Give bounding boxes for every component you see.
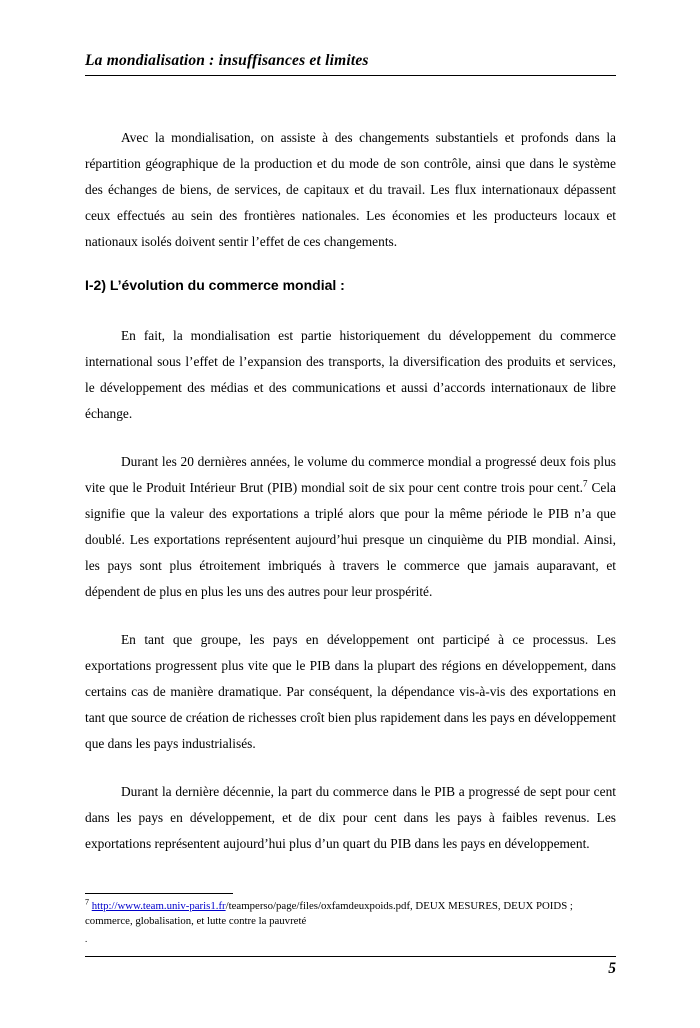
paragraph-developing-countries: En tant que groupe, les pays en développement ont participé à ce processus. Les exportations progressent plus vite que le PIB dans la plupart des régions en développement, dans certains cas de manière dramatique. Par conséquent, la dépendance vis-à-vis des exportations en tant que source de création de richesses croît bien plus rapidement dans les pays en développement que dans les pays industrialisés. [85,632,616,751]
footnote-reference-7: 7 [582,478,588,489]
paragraph-20-years [85,449,616,605]
paragraph-intro: Avec la mondialisation, on assiste à des changements substantiels et profonds dans la répartition géographique de la production et du mode de son contrôle, ainsi que dans le système des échanges de biens, de services, de capitaux et du travail. Les flux internationaux dépassent ceux effectués au sein des frontières nationales. Les économies et les producteurs locaux et nationaux isolés doivent sentir l’effet de ces changements. [85,130,616,249]
footnote [85,899,616,929]
document-body [85,125,616,857]
footnote-separator [85,893,233,894]
page-number: 5 [608,960,616,977]
footnote-stray-dot: . [85,934,88,944]
document-header [85,52,616,76]
section-heading: I-2) L’évolution du commerce mondial : [85,277,345,293]
footnote-marker: 7 [85,897,89,907]
paragraph-20-years-text: Durant les 20 dernières années, le volume du commerce mondial a progressé deux fois plus vite que le Produit Intérieur Brut (PIB) mondial soit de six pour cent contre trois pour cent. [85,454,616,495]
page-bottom [85,893,616,978]
footnote-hyperlink[interactable]: http://www.team.univ-paris1.fr [91,900,226,912]
footer-separator [85,956,616,957]
paragraph-20-years-text-cont: Cela signifie que la valeur des exportations a triplé alors que pour la même période le PIB n’a que doublé. Les exportations représentent aujourd’hui presque un cinquième du PIB mondial. Ainsi, les pays sont plus étroitement imbriqués à travers le commerce que jamais auparavant, et dépendent de plus en plus les uns des autres pour leur prospérité. [85,480,616,599]
footnote-text: /teamperso/page/files/oxfamdeuxpoids.pdf, DEUX MESURES, DEUX POIDS ; commerce, globalisation, et lutte contre la pauvreté [85,900,573,927]
paragraph-last-decade: Durant la dernière décennie, la part du commerce dans le PIB a progressé de sept pour cent dans les pays en développement, et de dix pour cent dans les pays à faibles revenus. Les exportations représentent aujourd’hui plus d’un quart du PIB dans les pays en développement. [85,784,616,851]
document-title: La mondialisation : insuffisances et limites [85,52,369,69]
paragraph-commerce-origin: En fait, la mondialisation est partie historiquement du développement du commerce international sous l’effet de l’expansion des transports, la diversification des produits et services, le développement des médias et des communications et aussi d’accords internationaux de libre échange. [85,328,616,421]
